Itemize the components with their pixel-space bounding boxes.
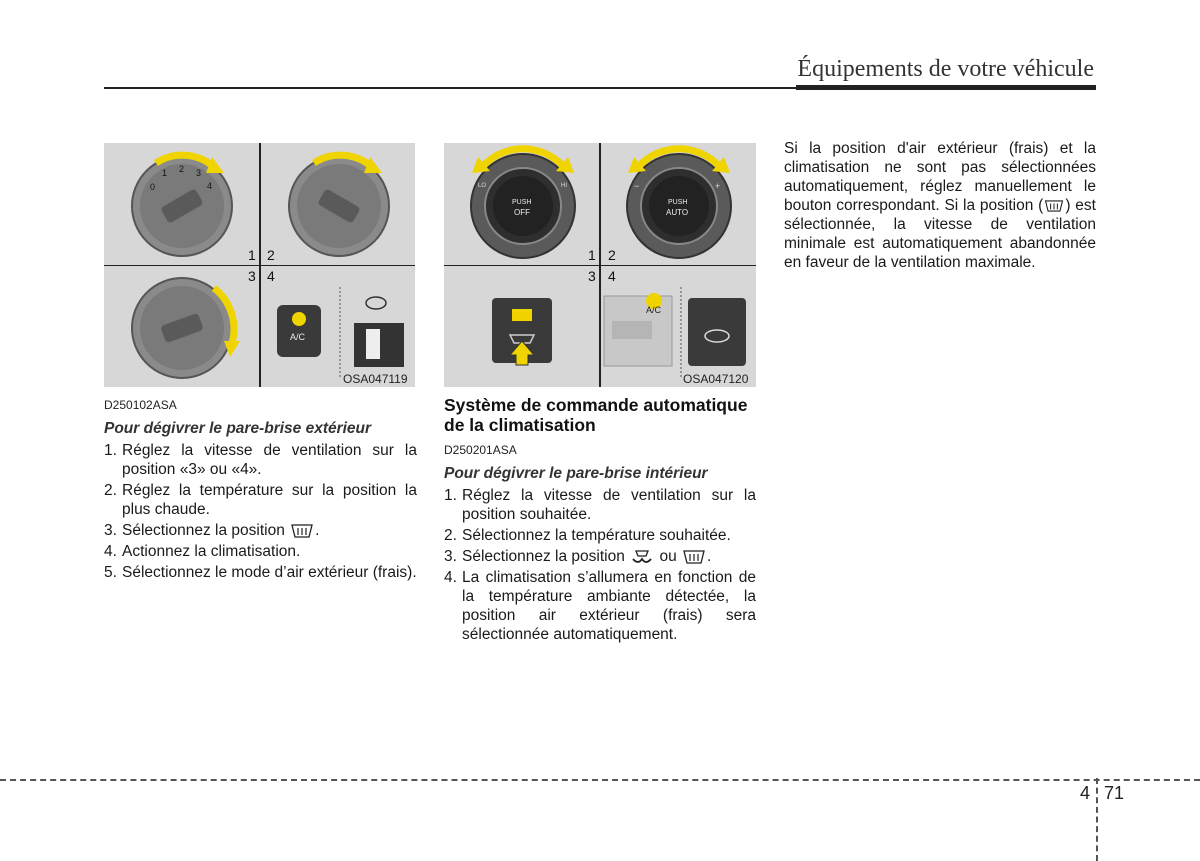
front-defrost-icon	[1043, 198, 1065, 214]
knob-right-line1: PUSH	[668, 199, 688, 206]
list-item: 1. Réglez la vitesse de ventilation sur la position «3» ou «4».	[104, 442, 417, 478]
column-1-text	[104, 396, 417, 584]
list-item: 4. Actionnez la climatisation.	[104, 543, 301, 560]
push-auto-knob	[627, 149, 731, 258]
knob-left-hi: HI	[561, 183, 567, 189]
fan-scale-1: 1	[162, 168, 168, 178]
quadrant-number-1: 1	[588, 247, 596, 263]
floor-defrost-icon	[629, 548, 655, 566]
list-item: 5. Sélectionnez le mode d’air extérieur (frais).	[104, 564, 417, 581]
footer-dashed-divider	[1096, 778, 1098, 861]
figure-manual-climate	[104, 143, 415, 387]
front-defrost-icon	[289, 522, 315, 540]
quadrant-number-3: 3	[248, 268, 256, 284]
header-rule-accent	[796, 85, 1096, 90]
list-item: 3. Sélectionnez la position .	[104, 522, 320, 539]
quadrant-number-4: 4	[608, 268, 616, 284]
knob-right-minus: −	[634, 181, 640, 191]
instruction-list	[444, 486, 756, 644]
ac-button-and-recirc-lever	[277, 287, 404, 379]
knob-left-line1: PUSH	[512, 199, 532, 206]
figure-divider-horizontal	[104, 265, 415, 266]
quadrant-number-2: 2	[267, 247, 275, 263]
page-number: 71	[1104, 783, 1125, 803]
fan-speed-knob	[132, 155, 232, 256]
push-off-knob	[471, 149, 575, 258]
list-item: 3. Sélectionnez la position ou .	[444, 548, 712, 565]
column-2-text	[444, 395, 756, 646]
fan-scale-4: 4	[207, 181, 213, 191]
display-ac-label: A/C	[646, 305, 662, 315]
climate-display-and-recirc-button	[604, 287, 746, 379]
figure-code: OSA047119	[343, 372, 408, 386]
column-3-text: Si la position d'air extérieur (frais) et la climatisation ne sont pas sélectionnées automatiquement, réglez manuellement le bouton correspondant. Si la position ( ) est sélectionnée, la vitesse de ventilation minimale est automatiquement abandonnée en faveur de la ventilation maximale.	[784, 140, 1096, 271]
list-item: 1. Réglez la vitesse de ventilation sur la position souhaitée.	[444, 487, 756, 523]
fan-scale-2: 2	[179, 164, 185, 174]
fan-scale-0: 0	[150, 182, 156, 192]
quadrant-number-3: 3	[588, 268, 596, 284]
section-heading: Système de commande automatique de la climatisation	[444, 395, 748, 435]
knob-right-plus: +	[715, 181, 721, 191]
figure-code: OSA047120	[683, 372, 749, 386]
page-header-title: Équipements de votre véhicule	[797, 56, 1094, 82]
list-item: 4. La climatisation s’allumera en fonction de la température ambiante détectée, la position air extérieur (frais) sera sélectionnée automatiquement.	[444, 569, 756, 643]
instruction-list	[104, 441, 417, 582]
knob-left-line2: OFF	[514, 208, 530, 217]
reference-code: D250102ASA	[104, 398, 177, 412]
knob-left-lo: LO	[478, 183, 487, 189]
list-item: 2. Réglez la température sur la position la plus chaude.	[104, 482, 417, 518]
footer-dashed-rule	[0, 779, 1200, 781]
reference-code: D250201ASA	[444, 443, 517, 457]
defrost-button	[492, 298, 552, 365]
knob-right-line2: AUTO	[666, 208, 689, 217]
section-subtitle: Pour dégivrer le pare-brise extérieur	[104, 420, 372, 437]
fan-scale-3: 3	[196, 168, 202, 178]
section-subtitle: Pour dégivrer le pare-brise intérieur	[444, 465, 708, 482]
air-mode-knob	[132, 278, 240, 378]
quadrant-number-2: 2	[608, 247, 616, 263]
temperature-knob	[289, 155, 389, 256]
quadrant-number-1: 1	[248, 247, 256, 263]
list-item: 2. Sélectionnez la température souhaitée.	[444, 527, 731, 544]
quadrant-number-4: 4	[267, 268, 275, 284]
chapter-number: 4	[1080, 783, 1091, 803]
ac-button-label: A/C	[290, 332, 306, 342]
figure-divider-horizontal	[444, 265, 756, 266]
front-defrost-icon	[681, 548, 707, 566]
figure-automatic-climate	[444, 143, 756, 387]
